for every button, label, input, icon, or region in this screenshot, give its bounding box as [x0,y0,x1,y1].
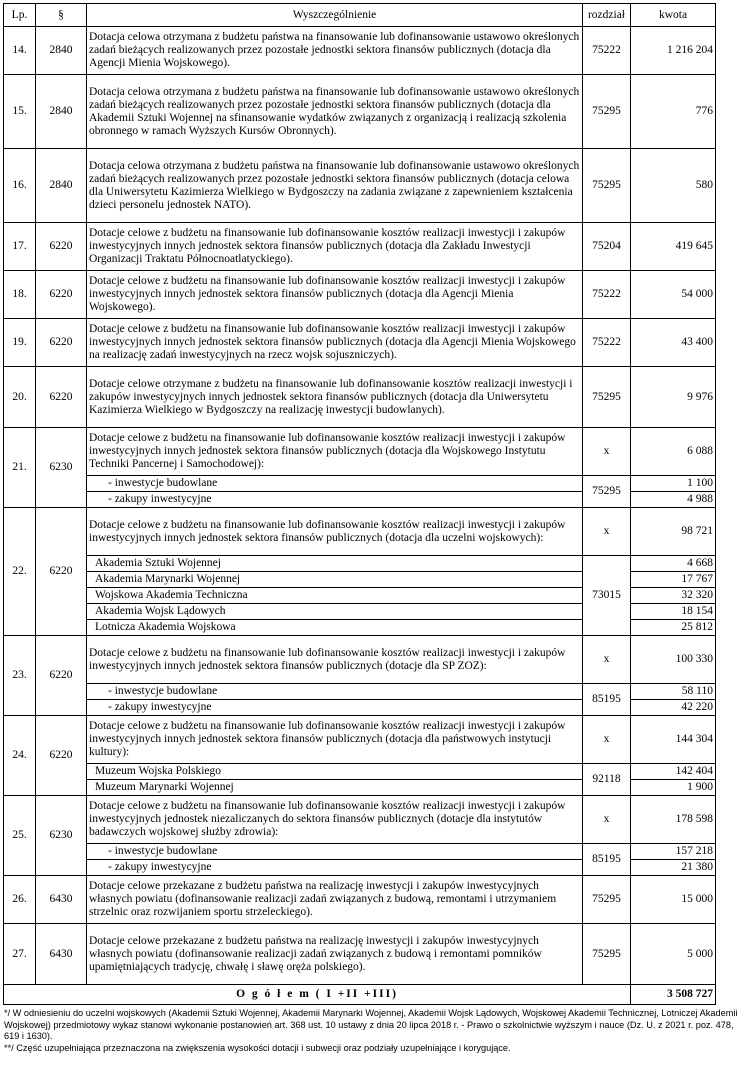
table-row [4,796,716,844]
header-kwota: kwota [631,4,716,27]
subrow-label: Akademia Sztuki Wojennej [87,556,583,572]
table-subrow [4,556,716,572]
subrow-amount: 1 100 [631,476,716,492]
table-row [4,27,716,75]
row-amount: 100 330 [631,636,716,684]
row-number: 21. [4,428,36,508]
subrow-label: Muzeum Wojska Polskiego [87,764,583,780]
row-amount: 43 400 [631,319,716,367]
header-paragraph: § [36,4,87,27]
table-row [4,716,716,764]
table-row [4,924,716,985]
table-row [4,876,716,924]
row-rozdzial: 75222 [583,271,631,319]
footnotes [4,1008,749,1054]
subrow-label: - inwestycje budowlane [87,684,583,700]
row-rozdzial: x [583,636,631,684]
grants-table [3,3,716,1005]
subrow-rozdzial: 75295 [583,476,631,508]
row-amount: 98 721 [631,508,716,556]
row-paragraph: 6220 [36,636,87,716]
row-description: Dotacja celowa otrzymana z budżetu państwa na finansowanie lub dofinansowanie ustawowo określonych zadań bieżących realizowanych przez pozostałe jednostki sektora finansów publicznych (dotacja dla Agencji Mienia Wojskowego). [87,27,583,75]
table-subrow [4,476,716,492]
subrow-label: Wojskowa Akademia Techniczna [87,588,583,604]
subrow-label: - zakupy inwestycyjne [87,492,583,508]
row-number: 20. [4,367,36,428]
row-amount: 419 645 [631,223,716,271]
total-row [4,985,716,1005]
subrow-rozdzial: 85195 [583,844,631,876]
row-description: Dotacje celowe z budżetu na finansowanie lub dofinansowanie kosztów realizacji inwestycji i zakupów inwestycyjnych innych jednostek sektora finansów publicznych (dotacja dla Zakładu Inwestycji Organizacji Traktatu Północnoatlatyckiego). [87,223,583,271]
row-amount: 144 304 [631,716,716,764]
row-paragraph: 2840 [36,75,87,149]
row-paragraph: 6220 [36,223,87,271]
footnote-2: **/ Część uzupełniająca przeznaczona na zwiększenia wysokości dotacji i subwecji oraz podziały uzupełniające i korygujące. [4,1042,511,1053]
subrow-label: Lotnicza Akademia Wojskowa [87,620,583,636]
row-rozdzial: 75295 [583,149,631,223]
row-amount: 6 088 [631,428,716,476]
row-number: 24. [4,716,36,796]
row-description: Dotacje celowe przekazane z budżetu państwa na realizację inwestycji i zakupów inwestycyjnych własnych powiatu (dofinansowanie realizacji zadań związanych z budową, remontami i utrzymaniem strzelnic oraz rozwijaniem sportu strzeleckiego). [87,876,583,924]
row-amount: 776 [631,75,716,149]
header-description: Wyszczególnienie [87,4,583,27]
row-paragraph: 6230 [36,428,87,508]
row-rozdzial: 75295 [583,367,631,428]
row-number: 25. [4,796,36,876]
table-row [4,428,716,476]
subrow-amount: 58 110 [631,684,716,700]
table-row [4,636,716,684]
row-rozdzial: 75222 [583,319,631,367]
row-description: Dotacje celowe z budżetu na finansowanie lub dofinansowanie kosztów realizacji inwestycji i zakupów inwestycyjnych innych jednostek sektora finansów publicznych (dotacje dla SP ZOZ): [87,636,583,684]
row-description: Dotacje celowe z budżetu na finansowanie lub dofinansowanie kosztów realizacji inwestycji i zakupów inwestycyjnych jednostek niezaliczanych do sektora finansów publicznych (dotacje dla instytutów badawczych wojskowej służby zdrowia): [87,796,583,844]
row-description: Dotacje celowe z budżetu na finansowanie lub dofinansowanie kosztów realizacji inwestycji i zakupów inwestycyjnych innych jednostek sektora finansów publicznych (dotacja dla Agencji Mienia Wojskowego na realizację zadań inwestycyjnych na rzecz wojsk sojuszniczych). [87,319,583,367]
row-number: 15. [4,75,36,149]
row-rozdzial: x [583,508,631,556]
table-subrow [4,844,716,860]
row-description: Dotacje celowe z budżetu na finansowanie lub dofinansowanie kosztów realizacji inwestycji i zakupów inwestycyjnych innych jednostek sektora finansów publicznych (dotacja dla państwowych instytucji kultury): [87,716,583,764]
row-number: 17. [4,223,36,271]
row-paragraph: 2840 [36,149,87,223]
table-row [4,367,716,428]
total-label: O g ó ł e m ( I +II +III) [4,985,631,1005]
row-paragraph: 6220 [36,319,87,367]
row-number: 18. [4,271,36,319]
subrow-amount: 32 320 [631,588,716,604]
row-rozdzial: 75222 [583,27,631,75]
row-description: Dotacje celowe z budżetu na finansowanie lub dofinansowanie kosztów realizacji inwestycji i zakupów inwestycyjnych innych jednostek sektora finansów publicznych (dotacja dla uczelni wojskowych): [87,508,583,556]
row-description: Dotacje celowe otrzymane z budżetu na finansowanie lub dofinansowanie kosztów realizacji inwestycji i zakupów inwestycyjnych innych jednostek sektora finansów publicznych (dotacja dla Uniwersytetu Kazimierza Wielkiego w Bydgoszczy na realizację inwestycji budowlanych). [87,367,583,428]
row-rozdzial: x [583,428,631,476]
row-paragraph: 6220 [36,367,87,428]
subrow-label: Akademia Wojsk Lądowych [87,604,583,620]
row-number: 23. [4,636,36,716]
subrow-label: - inwestycje budowlane [87,476,583,492]
table-row [4,223,716,271]
subrow-rozdzial: 92118 [583,764,631,796]
row-description: Dotacja celowa otrzymana z budżetu państwa na finansowanie lub dofinansowanie ustawowo określonych zadań bieżących realizowanych przez pozostałe jednostki sektora finansów publicznych (dotacja celowa dla Uniwersytetu Kazimierza Wielkiego w Bydgoszczy na zadania związane z zapewnieniem kształcenia dzieci personelu jednostek NATO). [87,149,583,223]
table-row [4,319,716,367]
row-number: 14. [4,27,36,75]
subrow-rozdzial: 85195 [583,684,631,716]
table-row [4,75,716,149]
table-row [4,271,716,319]
row-rozdzial: x [583,796,631,844]
subrow-amount: 157 218 [631,844,716,860]
table-subrow [4,684,716,700]
row-paragraph: 6220 [36,271,87,319]
subrow-amount: 1 900 [631,780,716,796]
subrow-label: - zakupy inwestycyjne [87,860,583,876]
row-paragraph: 6220 [36,716,87,796]
subrow-amount: 142 404 [631,764,716,780]
table-row [4,508,716,556]
table-row [4,149,716,223]
subrow-label: - inwestycje budowlane [87,844,583,860]
subrow-label: Muzeum Marynarki Wojennej [87,780,583,796]
subrow-amount: 42 220 [631,700,716,716]
subrow-amount: 18 154 [631,604,716,620]
row-rozdzial: 75204 [583,223,631,271]
table-header-row [4,4,716,27]
row-rozdzial: 75295 [583,876,631,924]
row-paragraph: 2840 [36,27,87,75]
subrow-amount: 4 988 [631,492,716,508]
row-paragraph: 6220 [36,508,87,636]
row-description: Dotacje celowe z budżetu na finansowanie lub dofinansowanie kosztów realizacji inwestycji i zakupów inwestycyjnych innych jednostek sektora finansów publicznych (dotacja dla Wojskowego Instytutu Techniki Pancernej i Samochodowej): [87,428,583,476]
subrow-amount: 17 767 [631,572,716,588]
row-paragraph: 6430 [36,876,87,924]
row-amount: 178 598 [631,796,716,844]
subrow-amount: 4 668 [631,556,716,572]
header-lp: Lp. [4,4,36,27]
row-number: 22. [4,508,36,636]
row-number: 19. [4,319,36,367]
row-amount: 1 216 204 [631,27,716,75]
row-amount: 15 000 [631,876,716,924]
row-rozdzial: 75295 [583,924,631,985]
table-subrow [4,764,716,780]
row-rozdzial: x [583,716,631,764]
total-amount: 3 508 727 [631,985,716,1005]
row-number: 26. [4,876,36,924]
subrow-amount: 25 812 [631,620,716,636]
row-paragraph: 6430 [36,924,87,985]
row-description: Dotacje celowe z budżetu na finansowanie lub dofinansowanie kosztów realizacji inwestycji i zakupów inwestycyjnych innych jednostek sektora finansów publicznych (dotacja dla Agencji Mienia Wojskowego). [87,271,583,319]
row-amount: 54 000 [631,271,716,319]
row-rozdzial: 75295 [583,75,631,149]
row-paragraph: 6230 [36,796,87,876]
row-amount: 580 [631,149,716,223]
row-number: 16. [4,149,36,223]
subrow-label: Akademia Marynarki Wojennej [87,572,583,588]
header-rozdzial: rozdział [583,4,631,27]
subrow-label: - zakupy inwestycyjne [87,700,583,716]
subrow-amount: 21 380 [631,860,716,876]
row-amount: 9 976 [631,367,716,428]
footnote-1: */ W odniesieniu do uczelni wojskowych (Akademii Sztuki Wojennej, Akademii Marynarki Wojennej, Akademii Wojsk Lądowych, Wojskowej Akademii Technicznej, Lotniczej Akademii Wojskowej) przedmiotowy wykaz stanowi wykonanie postanowień art. 368 ust. 10 ustawy z dnia 20 lipca 2018 r. - Prawo o szkolnictwie wyższym i nauce (Dz. U. z 2021 r. poz. 478, 619 i 1630). [4,1008,738,1041]
row-number: 27. [4,924,36,985]
row-amount: 5 000 [631,924,716,985]
subrow-rozdzial: 73015 [583,556,631,636]
row-description: Dotacja celowa otrzymana z budżetu państwa na finansowanie lub dofinansowanie ustawowo określonych zadań bieżących realizowanych przez pozostałe jednostki sektora finansów publicznych (dotacja dla Akademii Sztuki Wojennej na sfinansowanie wydatków związanych z organizacją i realizacją szkolenia obronnego w ramach Wyższych Kursów Obronnych). [87,75,583,149]
row-description: Dotacje celowe przekazane z budżetu państwa na realizację inwestycji i zakupów inwestycyjnych własnych powiatu (dofinansowanie realizacji zadań związanych z budową i remontami pomników upamiętniających tradycję, chwałę i sławę oręża polskiego). [87,924,583,985]
